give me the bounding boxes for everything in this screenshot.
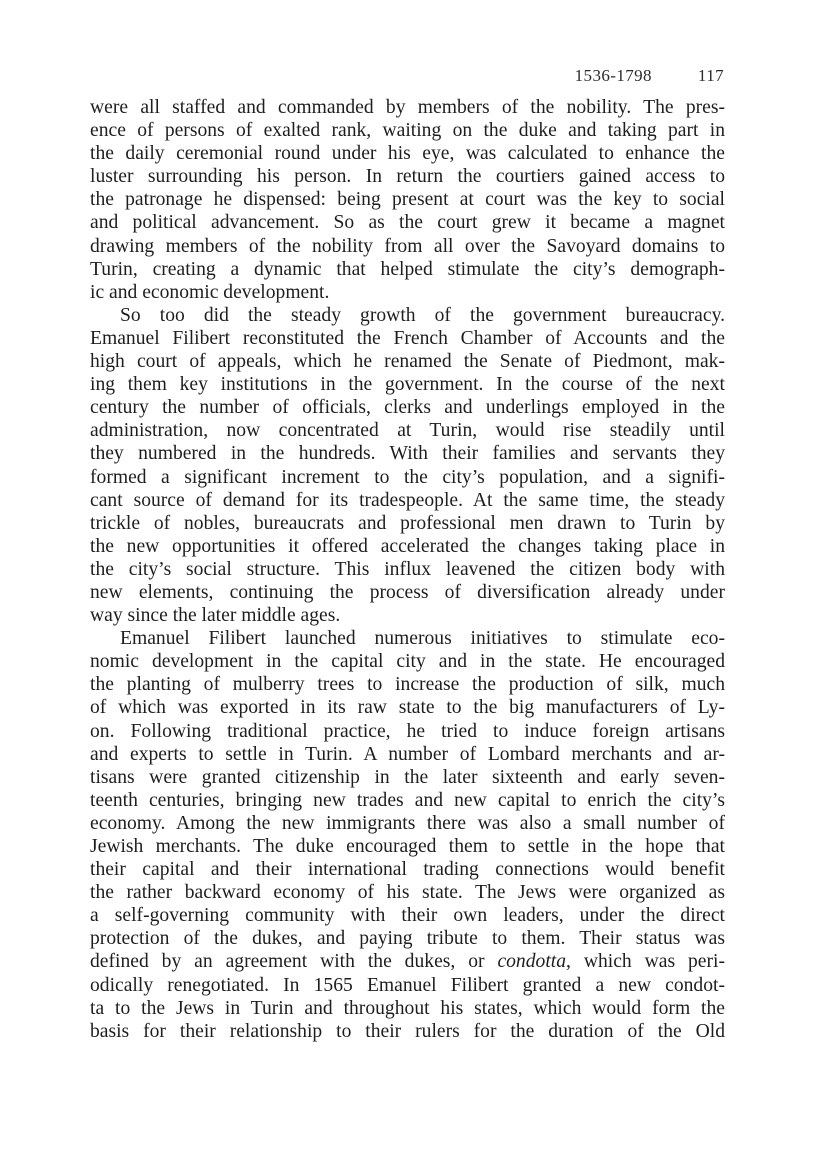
text-line: drawing members of the nobility from all over the Savoyard domains to [90,235,725,257]
text-line: new elements, continuing the process of diversification already under [90,581,725,603]
text-line: they numbered in the hundreds. With their families and servants they [90,443,725,465]
text-line: the city’s social structure. This influx leavened the citizen body with [90,558,725,580]
text-line: the new opportunities it offered accelerated the changes taking place in [90,535,725,557]
text-line: luster surrounding his person. In return the courtiers gained access to [90,166,725,188]
text-line: protection of the dukes, and paying tribute to them. Their status was [90,928,725,950]
text-line: the daily ceremonial round under his eye, was calculated to enhance the [90,143,725,165]
running-head [575,66,724,86]
text-line: the patronage he dispensed: being present at court was the key to social [90,189,725,211]
text-line: economy. Among the new immigrants there was also a small number of [90,812,725,834]
text-line: Emanuel Filibert reconstituted the French Chamber of Accounts and the [90,327,725,349]
text-line: way since the later middle ages. [90,605,341,627]
text-line: ta to the Jews in Turin and throughout his states, which would form the [90,997,725,1019]
text-line: ing them key institutions in the government. In the course of the next [90,374,725,396]
text-line: ence of persons of exalted rank, waiting on the duke and taking part in [90,120,725,142]
text-line: formed a significant increment to the city’s population, and a signifi- [90,466,725,488]
text-line: of which was exported in its raw state to the big manufacturers of Ly- [90,697,725,719]
text-line: cant source of demand for its tradespeople. At the same time, the steady [90,489,725,511]
running-head-dates: 1536-1798 [574,66,652,85]
text-line: the planting of mulberry trees to increase the production of silk, much [90,674,725,696]
text-line: and political advancement. So as the court grew it became a magnet [90,212,725,234]
body-text [90,96,725,1043]
text-line: their capital and their international trading connections would benefit [90,859,725,881]
condotta-before: defined by an agreement with the dukes, or [90,951,498,973]
text-line: were all staffed and commanded by members of the nobility. The pres- [90,97,725,118]
page-number: 117 [697,66,724,85]
text-line: administration, now concentrated at Turin, would rise steadily until [90,420,725,442]
text-line: odically renegotiated. In 1565 Emanuel Filibert granted a new condot- [90,974,725,996]
text-line: Turin, creating a dynamic that helped stimulate the city’s demograph- [90,258,725,280]
condotta-after: , which was peri- [566,951,725,973]
text-line: basis for their relationship to their rulers for the duration of the Old [90,1020,725,1042]
text-line: tisans were granted citizenship in the later sixteenth and early seven- [90,766,725,788]
text-line-condotta [90,950,725,973]
text-line: Emanuel Filibert launched numerous initiatives to stimulate eco- [120,628,725,650]
condotta-term: condotta [497,951,567,973]
text-line: teenth centuries, bringing new trades and new capital to enrich the city’s [90,789,725,811]
text-line: the rather backward economy of his state. The Jews were organized as [90,882,725,904]
text-line: and experts to settle in Turin. A number of Lombard merchants and ar- [90,743,725,765]
text-line: century the number of officials, clerks and underlings employed in the [90,397,725,419]
text-line: high court of appeals, which he renamed the Senate of Piedmont, mak- [90,351,725,373]
text-line: Jewish merchants. The duke encouraged them to settle in the hope that [90,836,725,857]
text-line: nomic development in the capital city and in the state. He encouraged [90,651,725,673]
text-line: ic and economic development. [90,281,330,303]
text-line: on. Following traditional practice, he tried to induce foreign artisans [90,720,725,742]
text-line: a self-governing community with their own leaders, under the direct [90,905,725,927]
text-line: So too did the steady growth of the government bureaucracy. [120,304,725,326]
text-line: trickle of nobles, bureaucrats and professional men drawn to Turin by [90,512,725,534]
